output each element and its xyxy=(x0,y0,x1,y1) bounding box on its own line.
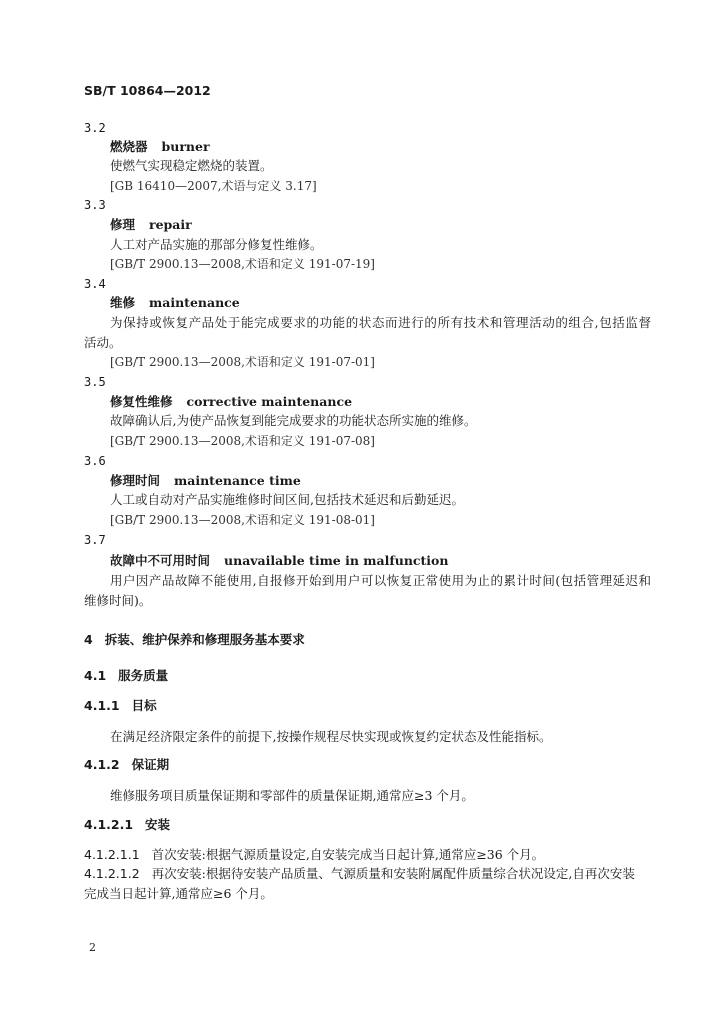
term-definition-cont: 活动。 xyxy=(84,335,122,350)
section-title: 目标 xyxy=(131,698,157,713)
subsection-heading xyxy=(84,698,157,714)
term-definition: 故障确认后,为使产品恢复到能完成要求的功能状态所实施的维修。 xyxy=(110,413,477,428)
term-reference: [GB 16410—2007,术语与定义 3.17] xyxy=(110,179,317,193)
doc-header-code: SB/T 10864—2012 xyxy=(84,83,211,98)
term-en: burner xyxy=(161,139,210,154)
term-number: 3.5 xyxy=(84,375,106,389)
term-reference: [GB/T 2900.13—2008,术语和定义 191-07-01] xyxy=(110,355,375,369)
term-zh: 修理 xyxy=(110,217,136,232)
term-en: corrective maintenance xyxy=(186,394,353,409)
section-number: 4.1.1 xyxy=(84,698,120,713)
section-body: 维修服务项目质量保证期和零部件的质量保证期,通常应≥3 个月。 xyxy=(110,788,474,803)
term-title xyxy=(110,295,240,311)
term-zh: 故障中不可用时间 xyxy=(110,553,211,568)
clause-body: 再次安装:根据待安装产品质量、气源质量和安装附属配件质量综合状况设定,自再次安装 xyxy=(151,866,635,881)
term-reference: [GB/T 2900.13—2008,术语和定义 191-07-08] xyxy=(110,434,375,448)
term-en: maintenance xyxy=(149,295,240,310)
term-reference: [GB/T 2900.13—2008,术语和定义 191-08-01] xyxy=(110,513,375,527)
clause-body-cont: 完成当日起计算,通常应≥6 个月。 xyxy=(84,886,273,901)
subsection-heading xyxy=(84,668,168,684)
term-zh: 修复性维修 xyxy=(110,394,173,409)
term-title xyxy=(110,553,448,569)
term-zh: 维修 xyxy=(110,295,136,310)
term-en: repair xyxy=(149,217,192,232)
term-definition: 人工或自动对产品实施维修时间区间,包括技术延迟和后勤延迟。 xyxy=(110,492,464,507)
section-number: 4.1.2.1 xyxy=(84,817,134,832)
section-title: 保证期 xyxy=(131,757,170,772)
term-number: 3.6 xyxy=(84,454,106,468)
subsection-heading xyxy=(84,757,169,773)
term-definition: 使燃气实现稳定燃烧的装置。 xyxy=(110,158,273,173)
term-en: unavailable time in malfunction xyxy=(224,553,449,568)
term-definition-cont: 维修时间)。 xyxy=(84,593,152,608)
clause-line xyxy=(84,847,544,863)
term-title xyxy=(110,217,192,233)
section-title: 服务质量 xyxy=(118,668,169,683)
section-number: 4 xyxy=(84,632,93,647)
term-zh: 燃烧器 xyxy=(110,139,148,154)
term-definition: 人工对产品实施的那部分修复性维修。 xyxy=(110,237,323,252)
section-heading xyxy=(84,632,305,648)
term-zh: 修理时间 xyxy=(110,473,161,488)
term-en: maintenance time xyxy=(174,473,301,488)
term-reference: [GB/T 2900.13—2008,术语和定义 191-07-19] xyxy=(110,257,375,271)
clause-number: 4.1.2.1.2 xyxy=(84,866,140,881)
clause-body: 首次安装:根据气源质量设定,自安装完成当日起计算,通常应≥36 个月。 xyxy=(151,847,545,862)
term-number: 3.4 xyxy=(84,277,106,291)
term-title xyxy=(110,394,352,410)
section-number: 4.1.2 xyxy=(84,757,120,772)
section-body: 在满足经济限定条件的前提下,按操作规程尽快实现或恢复约定状态及性能指标。 xyxy=(110,729,552,744)
clause-number: 4.1.2.1.1 xyxy=(84,847,140,862)
term-definition: 用户因产品故障不能使用,自报修开始到用户可以恢复正常使用为止的累计时间(包括管理延迟和 xyxy=(110,573,651,588)
term-title xyxy=(110,473,301,489)
section-title: 安装 xyxy=(145,817,171,832)
term-number: 3.3 xyxy=(84,198,106,212)
term-title xyxy=(110,139,210,155)
term-definition: 为保持或恢复产品处于能完成要求的功能的状态而进行的所有技术和管理活动的组合,包括监督 xyxy=(110,315,651,330)
section-number: 4.1 xyxy=(84,668,107,683)
clause-line xyxy=(84,866,635,882)
subsection-heading xyxy=(84,817,170,833)
term-number: 3.7 xyxy=(84,533,106,547)
page-number: 2 xyxy=(89,941,96,954)
term-number: 3.2 xyxy=(84,121,106,135)
section-title: 拆装、维护保养和修理服务基本要求 xyxy=(104,632,305,647)
